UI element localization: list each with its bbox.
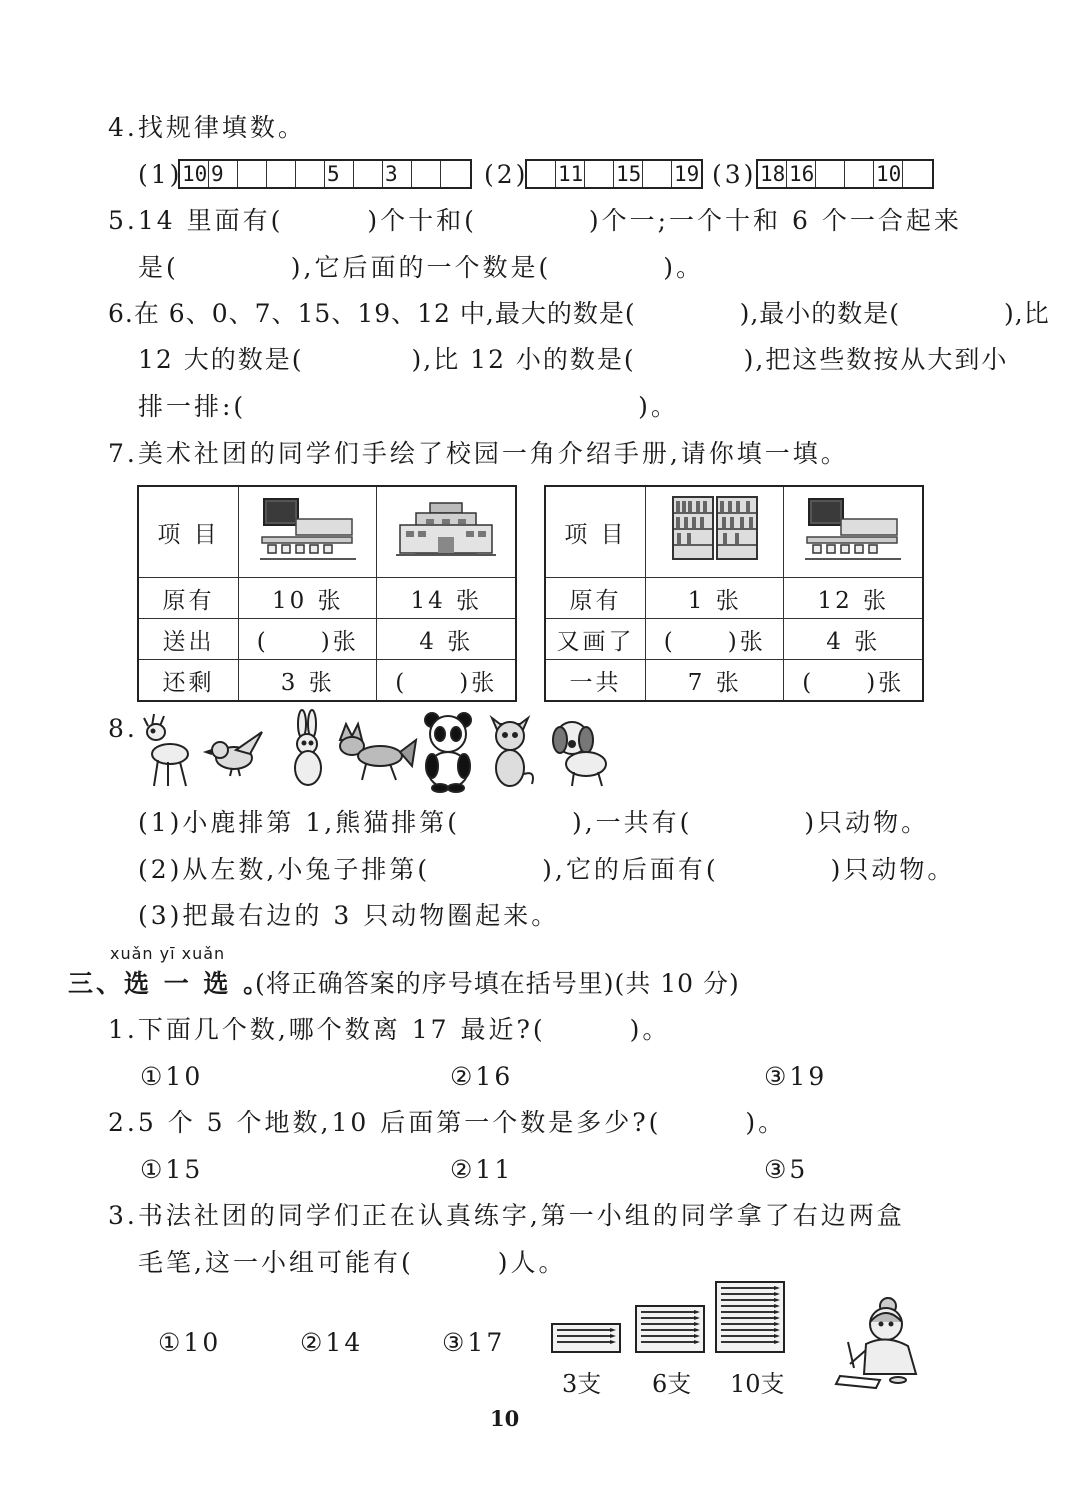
seq1-cell[interactable] (412, 161, 441, 187)
school-building-icon (396, 491, 496, 567)
c3-option-1[interactable]: ①10 (158, 1328, 222, 1357)
table-header-label: 项 目 (138, 486, 239, 578)
q5-line1: 5.14 里面有( )个十和( )个一;一个十和 6 个一合起来 (108, 206, 962, 235)
seq1-cell[interactable] (354, 161, 383, 187)
brush-boxes (550, 1292, 790, 1362)
q4-seq1 (178, 159, 472, 189)
answer-cell[interactable]: ( )张 (646, 619, 784, 660)
seq1-cell[interactable] (296, 161, 325, 187)
q4-part1-label: (1) (138, 160, 183, 189)
q8-label: 8. (108, 714, 138, 743)
row-label: 又画了 (545, 619, 646, 660)
seq2-cell[interactable]: 19 (674, 162, 700, 186)
q6-line3: 排一排:( )。 (138, 392, 679, 421)
cell: 1 张 (646, 578, 784, 619)
classroom-icon (258, 491, 358, 567)
seq1-cell[interactable] (238, 161, 267, 187)
seq1-cell[interactable]: 5 (325, 161, 354, 187)
c1-option-3[interactable]: ③19 (764, 1062, 828, 1091)
q8-sub3: (3)把最右边的 3 只动物圈起来。 (138, 901, 560, 930)
q8-sub2: (2)从左数,小兔子排第( ),它的后面有( )只动物。 (138, 855, 956, 884)
q4-part2-label: (2) (484, 160, 529, 189)
c2-option-2[interactable]: ②11 (450, 1155, 514, 1184)
bookshelf-picture (646, 486, 784, 578)
row-label: 送出 (138, 619, 239, 660)
seq3-cell[interactable] (816, 161, 845, 187)
c2-option-1[interactable]: ①15 (140, 1155, 204, 1184)
page-number: 10 (490, 1406, 520, 1431)
seq1-cell[interactable]: 10 (182, 162, 208, 186)
c1-option-1[interactable]: ①10 (140, 1062, 204, 1091)
answer-cell[interactable]: ( )张 (377, 660, 516, 702)
answer-cell[interactable]: ( )张 (784, 660, 923, 702)
q4-part3-label: (3) (712, 160, 757, 189)
cell: 12 张 (784, 578, 923, 619)
c3-line2: 毛笔,这一小组可能有( )人。 (138, 1248, 567, 1277)
section3-pinyin: xuǎn yī xuǎn (110, 944, 226, 963)
q4-seq2 (525, 159, 703, 189)
q5-line2: 是( ),它后面的一个数是( )。 (138, 253, 704, 282)
seq3-cell[interactable]: 10 (876, 162, 902, 186)
c1-question: 1.下面几个数,哪个数离 17 最近?( )。 (108, 1015, 671, 1044)
brush-box-label-3: 10支 (730, 1370, 785, 1398)
cell: 3 张 (239, 660, 377, 702)
bird-icon (206, 732, 262, 776)
q7-table-right (544, 485, 924, 702)
animal-row (134, 710, 614, 792)
classroom-picture (239, 486, 377, 578)
row-label: 还剩 (138, 660, 239, 702)
q6-line2: 12 大的数是( ),比 12 小的数是( ),把这些数按从大到小 (138, 345, 1009, 374)
cat-icon (492, 718, 533, 786)
seq3-cell[interactable] (845, 161, 874, 187)
table-header-label: 项 目 (545, 486, 646, 578)
brush-box (552, 1324, 620, 1352)
q6-line1: 6.在 6、0、7、15、19、12 中,最大的数是( ),最小的数是( ),比 (108, 299, 1050, 328)
seq3-cell[interactable]: 16 (789, 162, 815, 186)
q7-title: 7.美术社团的同学们手绘了校园一角介绍手册,请你填一填。 (108, 439, 849, 468)
cell: 4 张 (784, 619, 923, 660)
seq2-cell[interactable] (643, 161, 672, 187)
seq1-cell[interactable] (267, 161, 296, 187)
c2-option-3[interactable]: ③5 (764, 1155, 809, 1184)
c3-line1: 3.书法社团的同学们正在认真练字,第一小组的同学拿了右边两盒 (108, 1201, 905, 1230)
c1-option-2[interactable]: ②16 (450, 1062, 514, 1091)
cell: 7 张 (646, 660, 784, 702)
fox-icon (340, 724, 416, 780)
answer-cell[interactable]: ( )张 (239, 619, 377, 660)
row-label: 原有 (138, 578, 239, 619)
seq2-cell[interactable] (527, 161, 556, 187)
girl-writing-icon (836, 1294, 926, 1390)
classroom-icon (803, 491, 903, 567)
seq2-cell[interactable]: 15 (616, 162, 642, 186)
classroom-picture (784, 486, 923, 578)
row-label: 一共 (545, 660, 646, 702)
cell: 4 张 (377, 619, 516, 660)
seq1-cell[interactable] (441, 161, 470, 187)
q7-table-left (137, 485, 517, 702)
cell: 10 张 (239, 578, 377, 619)
rabbit-icon (295, 710, 321, 785)
q8-sub1: (1)小鹿排第 1,熊猫排第( ),一共有( )只动物。 (138, 808, 930, 837)
seq2-cell[interactable]: 11 (558, 162, 584, 186)
c3-option-2[interactable]: ②14 (300, 1328, 364, 1357)
seq1-cell[interactable]: 3 (383, 161, 412, 187)
deer-icon (144, 714, 188, 786)
c2-question: 2.5 个 5 个地数,10 后面第一个数是多少?( )。 (108, 1108, 787, 1137)
seq2-cell[interactable] (585, 161, 614, 187)
library-picture (377, 486, 516, 578)
section3-heading: 三、选 一 选 。 (68, 969, 272, 998)
brush-box-label-2: 6支 (652, 1370, 692, 1398)
q4-title: 4.找规律填数。 (108, 113, 306, 142)
q4-seq3 (756, 159, 934, 189)
seq3-cell[interactable] (903, 161, 932, 187)
seq1-cell[interactable]: 9 (209, 161, 238, 187)
row-label: 原有 (545, 578, 646, 619)
dog-icon (553, 722, 606, 786)
cell: 14 张 (377, 578, 516, 619)
section3-note: (将正确答案的序号填在括号里)(共 10 分) (255, 969, 740, 998)
panda-icon (425, 713, 471, 792)
seq3-cell[interactable]: 18 (760, 162, 786, 186)
brush-box-label-1: 3支 (562, 1370, 602, 1398)
bookshelf-icon (665, 491, 765, 567)
c3-option-3[interactable]: ③17 (442, 1328, 506, 1357)
